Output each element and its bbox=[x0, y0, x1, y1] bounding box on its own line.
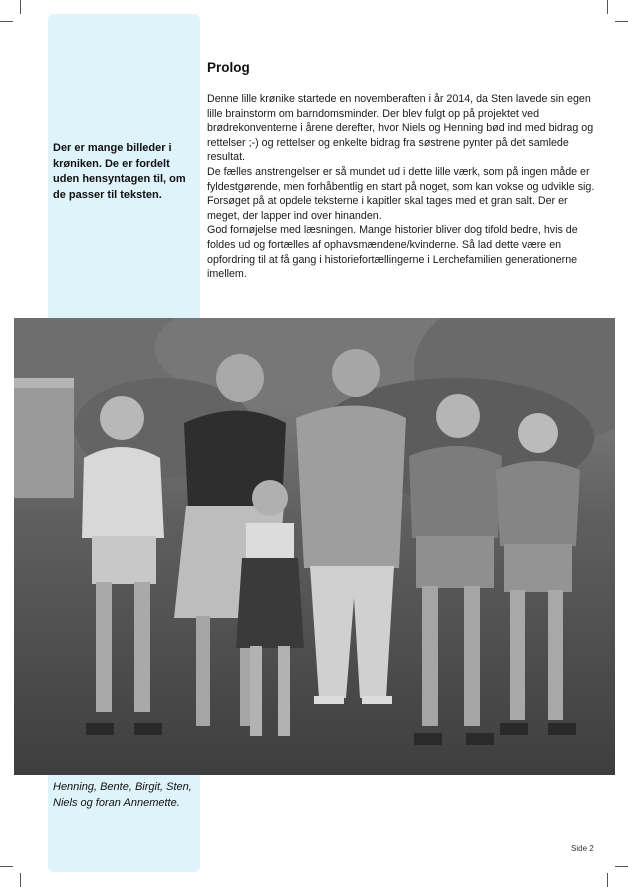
paragraph: God fornøjelse med læsningen. Mange historier bliver dog tifold bedre, hvis de foldes ud og fortælles af ophavsmændene/kvinderne. Så lad dette være en opfordring til at få gang i historiefortællingerne i Lerchefamilien generationerne imellem. bbox=[207, 224, 578, 281]
crop-mark bbox=[615, 21, 628, 22]
crop-mark bbox=[20, 873, 21, 887]
paragraph: De fælles anstrengelser er så mundet ud i dette lille værk, som på ingen måde er fyldestgørende, men forhåbentlig en start på noget, som kan vokse og udvikle sig. bbox=[207, 165, 595, 193]
crop-mark bbox=[615, 866, 628, 867]
sidebar-note: Der er mange billeder i krøniken. De er fordelt uden hensyntagen til, om de passer til teksten. bbox=[53, 142, 186, 201]
crop-mark bbox=[607, 873, 608, 887]
crop-mark bbox=[0, 866, 13, 867]
page-number: Side 2 bbox=[571, 844, 594, 853]
paragraph: Denne lille krønike startede en novemberaften i år 2014, da Sten lavede sin egen lille brainstorm om barndomsminder. Der blev fulgt op på projektet ved brødrekonventerne i årene derefter, hvor Niels og Henning bød ind med bidrag og rettelser ;-) og rettelser og enkelte bidrag fra søstrene pynter på det samlede resultat. bbox=[207, 93, 594, 164]
page-title: Prolog bbox=[207, 60, 250, 75]
photo-caption: Henning, Bente, Birgit, Sten, Niels og foran Annemette. bbox=[53, 781, 192, 809]
crop-mark bbox=[607, 0, 608, 14]
family-photo bbox=[14, 318, 615, 775]
body-text bbox=[207, 92, 599, 282]
crop-mark bbox=[20, 0, 21, 14]
crop-mark bbox=[0, 21, 13, 22]
paragraph: Forsøget på at opdele teksterne i kapitler skal tages med et gran salt. Der er meget, der lapper ind over hinanden. bbox=[207, 195, 568, 222]
